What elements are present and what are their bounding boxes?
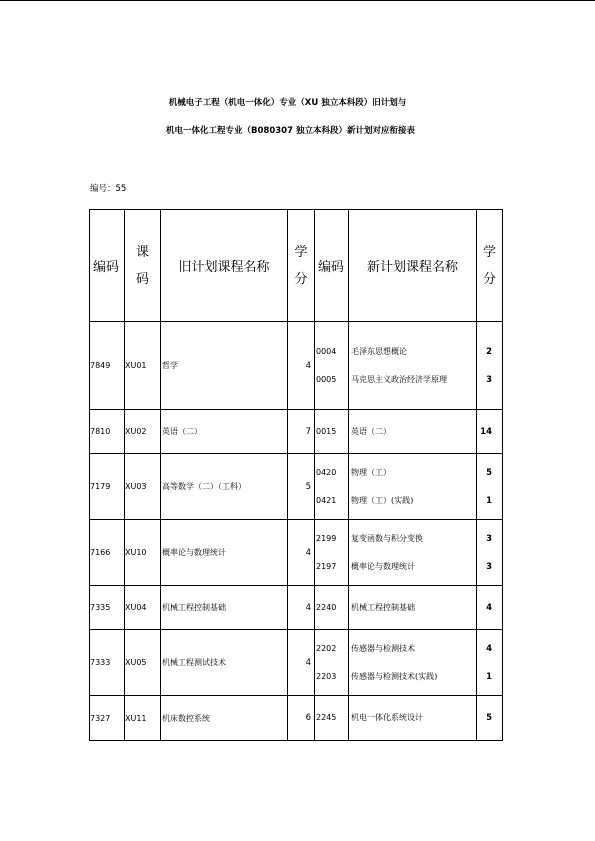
- new-code: 0004: [316, 346, 337, 356]
- old-credit-cell: 4: [288, 586, 315, 630]
- new-code-cell: [315, 696, 349, 741]
- new-name: 概率论与数理统计: [351, 561, 415, 571]
- new-name-cell: [349, 696, 477, 741]
- new-code-cell: [315, 322, 349, 410]
- header-new-code: 编码: [315, 210, 349, 322]
- new-credit: 1: [486, 495, 492, 506]
- new-credit: 4: [486, 602, 492, 613]
- course-code-cell: XU01: [125, 322, 161, 410]
- new-name: 机电一体化系统设计: [351, 713, 423, 722]
- new-credit: 1: [486, 671, 492, 682]
- old-code-cell: 7166: [90, 520, 125, 586]
- new-name: 传感器与检测技术: [351, 643, 415, 653]
- new-name: 马克思主义政治经济学原理: [351, 374, 447, 384]
- header-course-code: [125, 210, 161, 322]
- new-name: 机械工程控制基础: [351, 602, 415, 612]
- old-code-cell: 7333: [90, 630, 125, 696]
- top-rule: [0, 0, 595, 1]
- new-name-cell: [349, 410, 477, 454]
- new-credit: 5: [486, 713, 492, 723]
- new-credit: 4: [486, 643, 492, 654]
- new-code-cell: [315, 630, 349, 696]
- old-name-cell: 概率论与数理统计: [161, 520, 288, 586]
- course-code-cell: XU11: [125, 696, 161, 741]
- header-new-credit: [477, 210, 503, 322]
- new-credit: 2: [486, 346, 492, 357]
- new-credit: 14: [480, 426, 492, 437]
- new-code: 0005: [316, 374, 337, 384]
- table-row: [90, 696, 503, 741]
- new-credit-cell: [477, 520, 503, 586]
- old-credit-cell: 4: [288, 520, 315, 586]
- header-new-credit-top: 学: [482, 244, 496, 260]
- table-row: [90, 410, 503, 454]
- new-code: 0420: [316, 467, 337, 477]
- old-code-cell: 7327: [90, 696, 125, 741]
- header-course-code-bottom: 码: [135, 271, 149, 287]
- header-old-credit: [288, 210, 315, 322]
- new-name: 复变函数与积分变换: [351, 533, 423, 543]
- old-credit-cell: 4: [288, 630, 315, 696]
- old-code-cell: 7810: [90, 410, 125, 454]
- page-title-line1: 机械电子工程（机电一体化）专业（XU 独立本科段）旧计划与: [168, 98, 407, 108]
- table-header-row: [90, 210, 503, 322]
- course-code-cell: XU02: [125, 410, 161, 454]
- new-credit-cell: [477, 586, 503, 630]
- new-code: 0015: [316, 426, 337, 436]
- header-new-credit-bottom: 分: [482, 271, 496, 287]
- old-code-cell: 7849: [90, 322, 125, 410]
- old-credit-cell: 7: [288, 410, 315, 454]
- course-code-cell: XU03: [125, 454, 161, 520]
- document-number: 编号：55: [90, 184, 127, 194]
- table-row: [90, 630, 503, 696]
- mapping-table: [89, 209, 503, 741]
- course-code-cell: XU05: [125, 630, 161, 696]
- new-name-cell: [349, 454, 477, 520]
- new-name: 毛泽东思想概论: [351, 346, 407, 356]
- new-code-cell: [315, 586, 349, 630]
- old-code-cell: 7335: [90, 586, 125, 630]
- new-code-cell: [315, 410, 349, 454]
- new-code-cell: [315, 454, 349, 520]
- header-old-name: 旧计划课程名称: [161, 210, 288, 322]
- table-row: [90, 520, 503, 586]
- new-name-cell: [349, 322, 477, 410]
- new-name-cell: [349, 630, 477, 696]
- header-new-name: 新计划课程名称: [349, 210, 477, 322]
- new-credit-cell: [477, 630, 503, 696]
- new-code: 2197: [316, 561, 337, 571]
- new-credit: 5: [486, 467, 492, 478]
- old-name-cell: 哲学: [161, 322, 288, 410]
- new-code: 2199: [316, 533, 337, 543]
- table-row: [90, 454, 503, 520]
- new-code: 2202: [316, 643, 337, 653]
- new-code: 2245: [316, 713, 337, 722]
- new-credit-cell: [477, 410, 503, 454]
- new-code: 2240: [316, 602, 337, 612]
- page-title-line2: 机电一体化工程专业（B080307 独立本科段）新计划对应衔接表: [166, 126, 415, 136]
- header-course-code-top: 课: [135, 244, 149, 260]
- header-old-credit-bottom: 分: [294, 271, 308, 287]
- old-name-cell: 高等数学（二）（工科）: [161, 454, 288, 520]
- table-body: [90, 322, 503, 741]
- table-row: [90, 586, 503, 630]
- old-name-cell: 机床数控系统: [161, 696, 288, 741]
- new-name: 物理（工）(实践): [351, 495, 414, 505]
- new-name-cell: [349, 586, 477, 630]
- course-code-cell: XU04: [125, 586, 161, 630]
- new-code: 2203: [316, 671, 337, 681]
- old-name-cell: 机械工程测试技术: [161, 630, 288, 696]
- new-code-cell: [315, 520, 349, 586]
- old-credit-cell: 6: [288, 696, 315, 741]
- old-name-cell: 机械工程控制基础: [161, 586, 288, 630]
- table-row: [90, 322, 503, 410]
- header-old-code: 编码: [90, 210, 125, 322]
- course-code-cell: XU10: [125, 520, 161, 586]
- new-credit-cell: [477, 454, 503, 520]
- new-name: 物理（工）: [351, 467, 391, 477]
- new-credit-cell: [477, 696, 503, 741]
- old-credit-cell: 5: [288, 454, 315, 520]
- new-name-cell: [349, 520, 477, 586]
- old-code-cell: 7179: [90, 454, 125, 520]
- header-old-credit-top: 学: [294, 244, 308, 260]
- old-credit-cell: 4: [288, 322, 315, 410]
- new-credit: 3: [486, 533, 492, 544]
- new-name: 英语（二）: [351, 426, 391, 436]
- new-credit: 3: [486, 374, 492, 385]
- old-name-cell: 英语（二）: [161, 410, 288, 454]
- new-credit-cell: [477, 322, 503, 410]
- new-credit: 3: [486, 561, 492, 572]
- new-name: 传感器与检测技术(实践): [351, 671, 438, 681]
- new-code: 0421: [316, 495, 337, 505]
